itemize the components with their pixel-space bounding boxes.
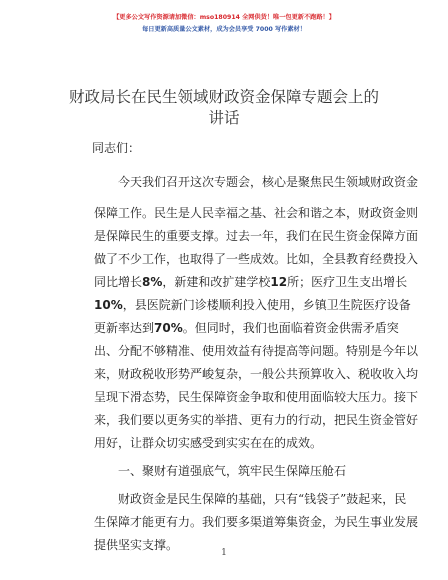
paragraph1-line: 用好，让群众切实感受到实实在在的成效。 [94, 436, 323, 450]
paragraph1-line: 是保障民生的重要支撑。过去一年，我们在民生资金保障方面 [94, 229, 419, 243]
promo-banner [0, 12, 448, 36]
paragraph1-line [94, 274, 408, 290]
document-title [40, 87, 408, 129]
text-run: 所；医疗卫生支出增长 [287, 275, 408, 289]
paragraph2-line: 生保障才能更有力。我们要多渠道筹集资金，为民生事业发展 [94, 515, 419, 529]
text-run: 同比增长 [94, 275, 143, 289]
paragraph1-line: 来，财政税收形势严峻复杂，一般公共预算收入、税收收入均 [94, 367, 419, 381]
paragraph1-line: 做了不少工作，也取得了一些成效。比如，全县教育经费投入 [94, 252, 419, 266]
stat-health-growth: 10% [94, 298, 123, 312]
paragraph1-line: 保障工作。民生是人民幸福之基、社会和谐之本，财政资金则 [94, 206, 419, 220]
paragraph2-line: 财政资金是民生保障的基础，只有“钱袋子”鼓起来，民 [118, 492, 407, 506]
stat-education-growth: 8% [142, 275, 163, 289]
stat-equipment-rate: 70% [154, 321, 183, 335]
text-run: ，新建和改扩建学校 [162, 275, 271, 289]
title-line-1: 财政局长在民生领域财政资金保障专题会上的 [68, 88, 379, 106]
greeting: 同志们： [92, 141, 141, 155]
section-heading: 一、聚财有道强底气，筑牢民生保障压舱石 [118, 464, 347, 478]
paragraph1-line [94, 297, 411, 313]
paragraph1-line: 来，我们要以更务实的举措、更有力的行动，把民生资金管好 [94, 413, 419, 427]
banner-line-blue: 每日更新高质量公文素材，成为会员享受 7000 写作素材！ [142, 26, 306, 33]
text-run: ，县医院新门诊楼顺利投入使用，乡镇卫生院医疗设备 [122, 298, 411, 312]
paragraph1-line: 今天我们召开这次专题会，核心是聚焦民生领域财政资金 [118, 175, 419, 189]
paragraph1-line: 出、分配不够精准、使用效益有待提高等问题。特别是今年以 [94, 344, 419, 358]
paragraph2-line: 提供坚实支撑。 [94, 538, 179, 552]
paragraph1-line: 呈现下滑态势，民生保障资金争取和使用面临较大压力。接下 [94, 390, 419, 404]
text-run: 更新率达到 [94, 321, 155, 335]
banner-line-red: 【更多公文写作资源请加微信：mso180914 全网供货！唯一包更新不跑路！】 [113, 14, 335, 21]
title-line-2: 讲话 [208, 109, 240, 127]
page-number: 1 [221, 548, 227, 558]
text-run: 。但同时，我们也面临着资金供需矛盾突 [182, 321, 399, 335]
paragraph1-line [94, 320, 399, 336]
stat-schools-count: 12 [270, 275, 288, 289]
